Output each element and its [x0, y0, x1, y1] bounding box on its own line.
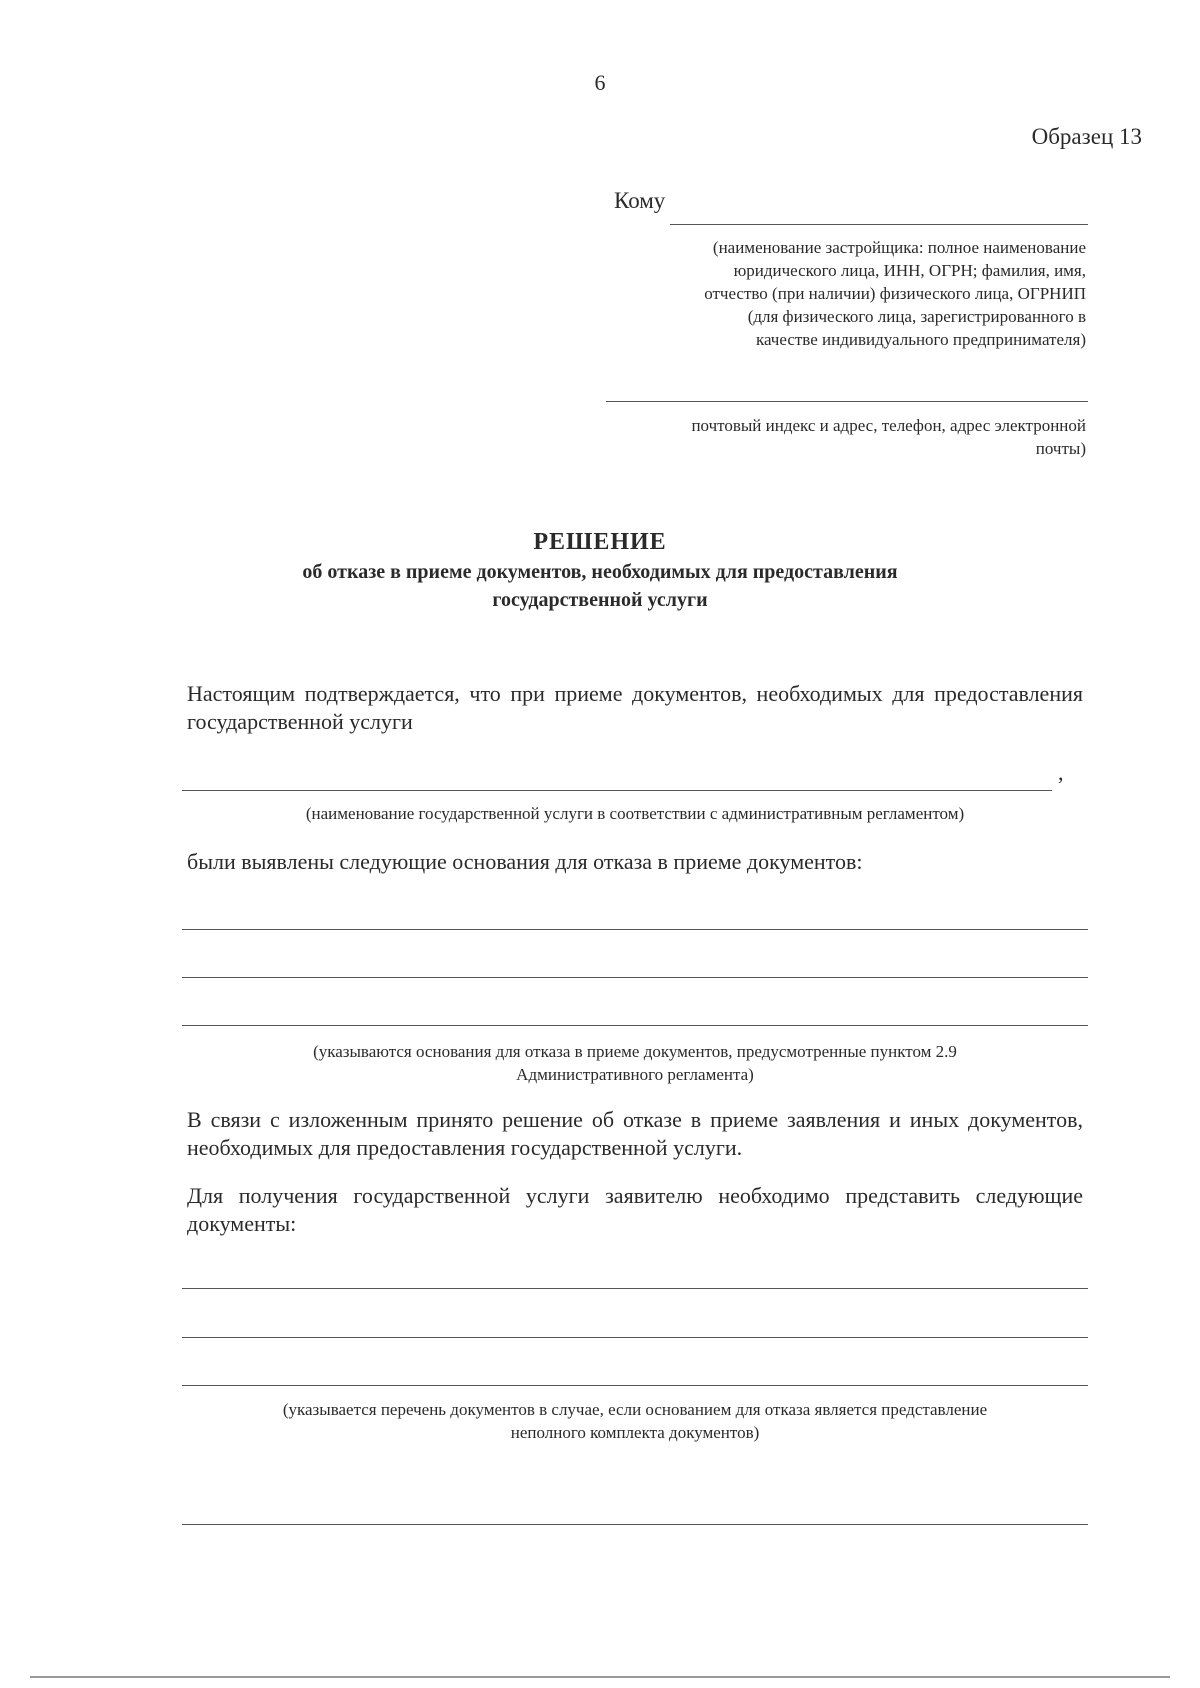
signature-line — [182, 1524, 1088, 1525]
recipient-hint-line: (для физического лица, зарегистрированного в — [747, 307, 1086, 326]
grounds-line — [182, 929, 1088, 930]
title-subtitle-line: государственной услуги — [492, 589, 708, 611]
grounds-intro: были выявлены следующие основания для отказа в приеме документов: — [187, 849, 863, 874]
recipient-hint-line: (наименование застройщика: полное наименование — [712, 238, 1086, 257]
recipient-address-line — [606, 401, 1088, 402]
documents-line — [182, 1288, 1088, 1289]
recipient-hint-line: отчество (при наличии) физического лица, ОГРНИП — [704, 284, 1086, 303]
title-main: РЕШЕНИЕ — [533, 529, 667, 555]
grounds-line — [182, 977, 1088, 978]
service-hint: (наименование государственной услуги в соответствии с административным регламентом) — [305, 804, 965, 823]
address-hint — [580, 414, 1086, 460]
grounds-line — [182, 1025, 1088, 1026]
grounds-hint — [187, 1040, 1083, 1086]
decision-paragraph: В связи с изложенным принято решение об отказе в приеме заявления и иных документов, необходимых для предоставления государственной услуги. — [187, 1107, 1083, 1160]
documents-hint-line: неполного комплекта документов) — [510, 1423, 760, 1442]
documents-hint — [187, 1398, 1083, 1444]
documents-line — [182, 1385, 1088, 1386]
address-hint-line: почты) — [1035, 439, 1086, 458]
recipient-name-line — [670, 224, 1088, 225]
page-number: 6 — [594, 70, 606, 95]
sample-label: Образец 13 — [1031, 124, 1142, 149]
recipient-hint-line: юридического лица, ИНН, ОГРН; фамилия, имя, — [733, 261, 1086, 280]
title-subtitle-line: об отказе в приеме документов, необходимых для предоставления — [302, 561, 898, 583]
grounds-hint-line: (указываются основания для отказа в приеме документов, предусмотренные пунктом 2.9 — [313, 1042, 957, 1061]
document-title — [0, 526, 1200, 614]
service-line-comma: , — [1058, 760, 1064, 785]
recipient-hint-line: качестве индивидуального предпринимателя) — [755, 330, 1086, 349]
recipient-hint — [580, 236, 1086, 351]
scan-edge — [30, 1676, 1170, 1678]
service-name-line — [182, 790, 1052, 791]
grounds-hint-line: Административного регламента) — [516, 1065, 754, 1084]
address-hint-line: почтовый индекс и адрес, телефон, адрес электронной — [691, 416, 1086, 435]
documents-hint-line: (указывается перечень документов в случае, если основанием для отказа является представление — [282, 1400, 988, 1419]
recipient-label: Кому — [614, 188, 666, 213]
intro-paragraph: Настоящим подтверждается, что при приеме документов, необходимых для предоставления государственной услуги — [187, 681, 1083, 734]
documents-line — [182, 1337, 1088, 1338]
required-documents-paragraph: Для получения государственной услуги заявителю необходимо представить следующие документы: — [187, 1183, 1083, 1236]
